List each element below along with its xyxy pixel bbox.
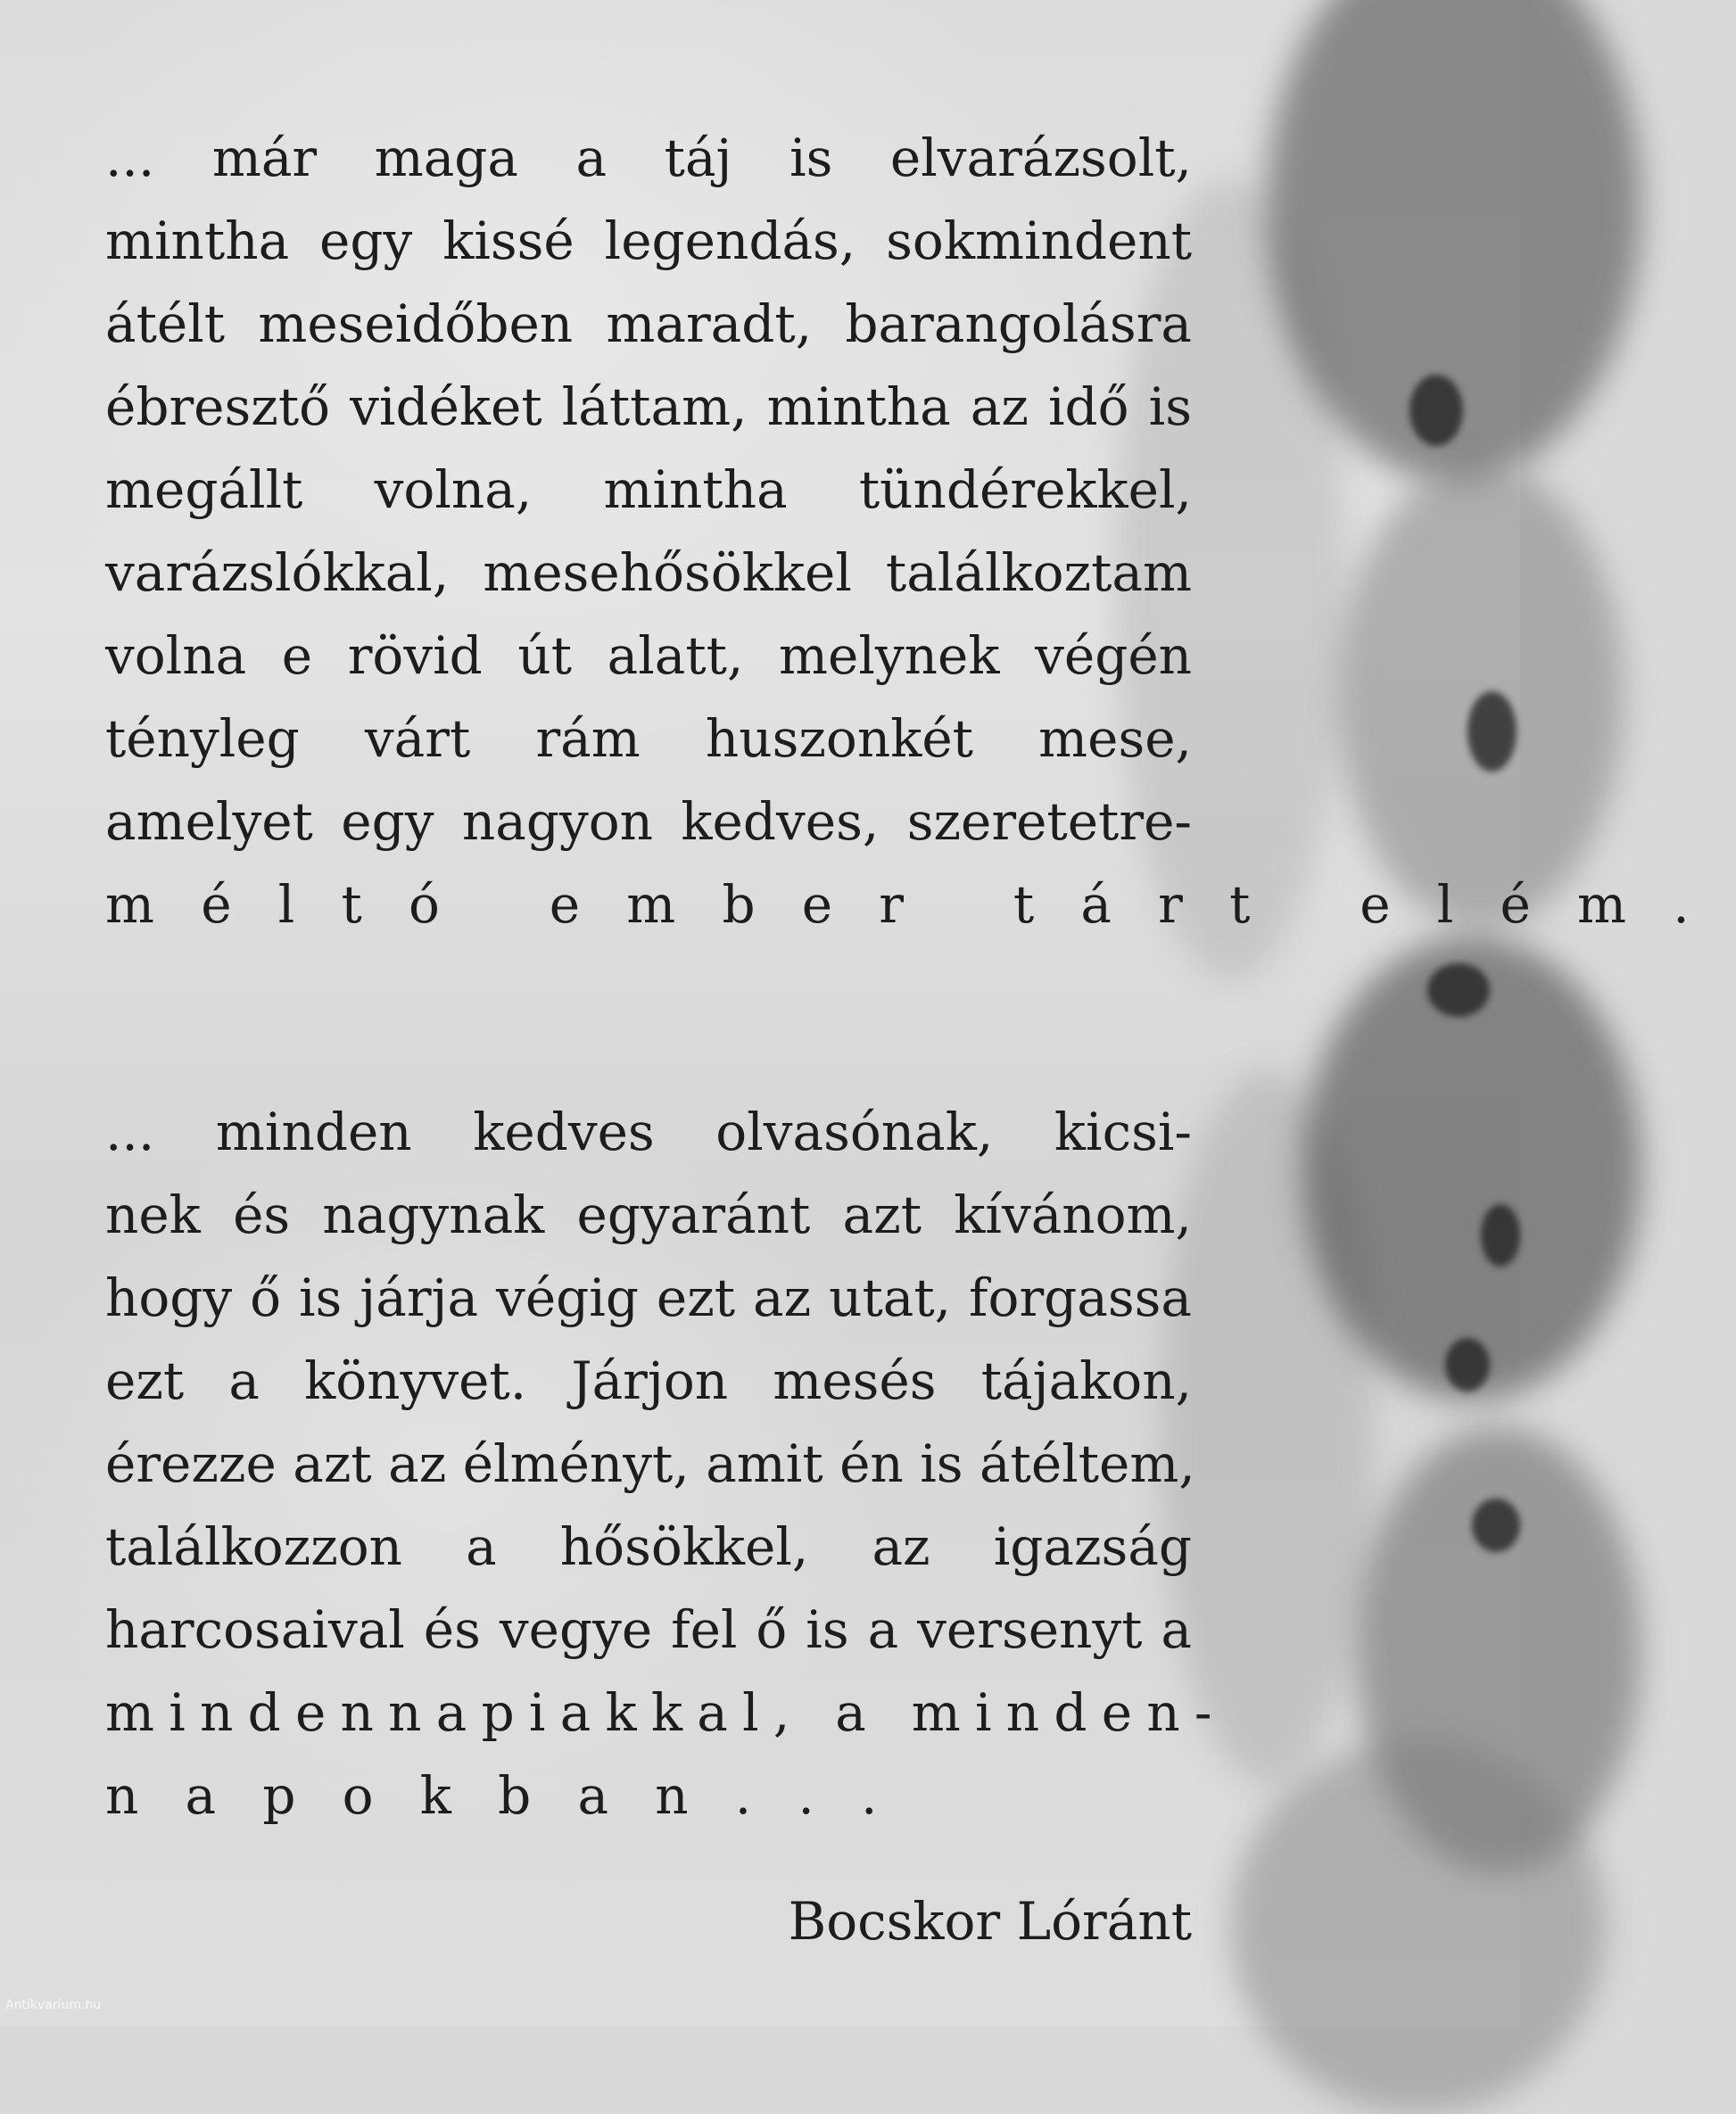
text-line: volna e rövid út alatt, melynek végén bbox=[105, 625, 1192, 686]
ink-blot bbox=[1445, 1338, 1490, 1391]
text-line: ezt a könyvet. Járjon mesés tájakon, bbox=[105, 1350, 1192, 1411]
text-line: ... már maga a táj is elvarázsolt, bbox=[105, 128, 1192, 188]
text-line: ébresztő vidéket láttam, mintha az idő is bbox=[105, 376, 1192, 437]
ink-blot bbox=[1467, 691, 1517, 772]
watercolor-wash bbox=[1231, 1739, 1606, 2114]
text-line: mintha egy kissé legendás, sokmindent bbox=[105, 211, 1192, 271]
text-line: harcosaival és vegye fel ő is a versenyt a bbox=[105, 1599, 1192, 1660]
text-line: varázslókkal, mesehősökkel találkoztam bbox=[105, 542, 1192, 603]
text-line-last: napokban... bbox=[105, 1765, 924, 1826]
text-line: átélt meseidőben maradt, barangolásra bbox=[105, 293, 1192, 354]
text-line: ... minden kedves olvasónak, kicsi- bbox=[105, 1102, 1192, 1162]
ink-blot bbox=[1427, 963, 1490, 1017]
ink-blot bbox=[1472, 1499, 1520, 1552]
text-line: mindennapiakkal, a minden- bbox=[105, 1682, 1227, 1743]
text-line: megállt volna, mintha tündérekkel, bbox=[105, 459, 1192, 520]
text-line: tényleg várt rám huszonkét mese, bbox=[105, 708, 1192, 769]
text-line: érezze azt az élményt, amit én is átéltem, bbox=[105, 1433, 1195, 1494]
text-line: hogy ő is járja végig ezt az utat, forgassa bbox=[105, 1268, 1192, 1328]
text-line: nek és nagynak egyaránt azt kívánom, bbox=[105, 1185, 1192, 1245]
ink-blot bbox=[1409, 375, 1463, 446]
text-line: amelyet egy nagyon kedves, szeretetre- bbox=[105, 791, 1192, 852]
text-line: találkozzon a hősökkel, az igazság bbox=[105, 1516, 1192, 1577]
text-line-last: méltó ember tárt elém. bbox=[105, 874, 1736, 935]
author-signature: Bocskor Lóránt bbox=[788, 1891, 1192, 1952]
paragraph-2 bbox=[105, 1091, 1227, 1837]
watermark: Antikvarium.hu bbox=[5, 1998, 102, 2012]
paragraph-1 bbox=[105, 117, 1736, 946]
ink-blot bbox=[1481, 1204, 1520, 1267]
